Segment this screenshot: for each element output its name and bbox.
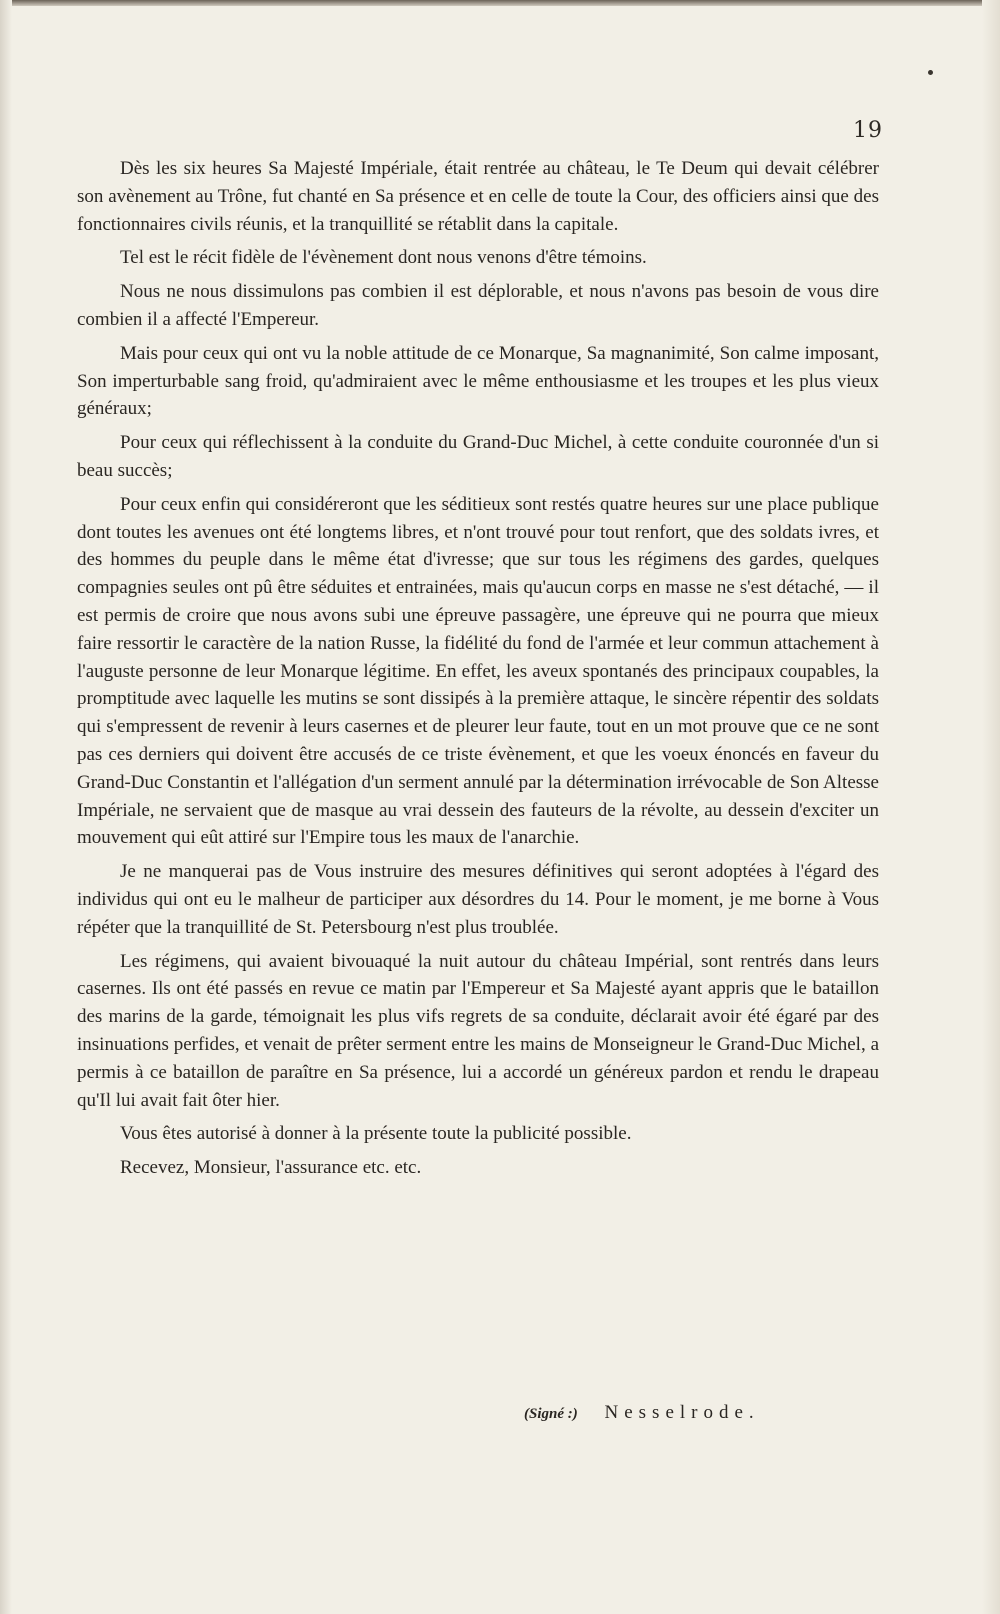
- signature-name: Nesselrode.: [604, 1402, 760, 1423]
- paragraph: Vous êtes autorisé à donner à la présente toute la publicité possible.: [120, 1123, 632, 1145]
- page-right-edge: [982, 0, 1000, 1614]
- page-number: 19: [853, 118, 883, 143]
- paragraph: Je ne manquerai pas de Vous instruire des mesures définitives qui seront adoptées à l'égard des individus qui ont eu le malheur de participer aux désordres du 14. Pour le moment, je me borne à Vous répéter que la tranquillité de St. Petersbourg n'est plus troublée.: [77, 861, 879, 938]
- paragraph: Pour ceux qui réflechissent à la conduite du Grand-Duc Michel, à cette conduite couronnée d'un si beau succès;: [77, 432, 879, 481]
- ink-speck: [928, 70, 933, 75]
- signature-line: [524, 1402, 824, 1424]
- letter-body: [77, 155, 879, 1188]
- paragraph: Recevez, Monsieur, l'assurance etc. etc.: [120, 1157, 422, 1179]
- signature-label: (Signé :): [524, 1406, 578, 1422]
- page-left-edge: [0, 0, 12, 1614]
- paragraph: Les régimens, qui avaient bivouaqué la nuit autour du château Impérial, sont rentrés dans leurs casernes. Ils ont été passés en revue ce matin par l'Empereur et Sa Majesté ayant appris que le bataillon des marins de la garde, témoignait les plus vifs regrets de sa conduite, déclarait avoir été égaré par des insinuations perfides, et venait de prêter serment entre les mains de Monseigneur le Grand-Duc Michel, a permis à ce bataillon de paraître en Sa présence, lui a accordé un généreux pardon et rendu le drapeau qu'Il lui avait fait ôter hier.: [77, 950, 879, 1111]
- paragraph: Pour ceux enfin qui considéreront que les séditieux sont restés quatre heures sur une place publique dont toutes les avenues ont été longtems libres, et n'ont trouvé pour tout renfort, que des soldats ivres, et des hommes du peuple dans le même état d'ivresse; que sur tous les régimens des gardes, quelques compagnies seules ont pû être séduites et entrainées, mais qu'aucun corps en masse ne s'est détaché, — il est permis de croire que nous avons subi une épreuve passagère, une épreuve qui ne pourra que mieux faire ressortir le caractère de la nation Russe, la fidélité du fond de l'armée et leur commun attachement à l'auguste personne de leur Monarque légitime. En effet, les aveux spontanés des principaux coupables, la promptitude avec laquelle les mutins se sont dissipés à la première attaque, le sincère répentir des soldats qui s'empressent de revenir à leurs casernes et de pleurer leur faute, tout en un mot prouve que ce ne sont pas ces derniers qui doivent être accusés de ce triste évènement, et que les voeux énoncés en faveur du Grand-Duc Constantin et l'allégation d'un serment annulé par la détermination irrévocable de Son Altesse Impériale, ne servaient que de masque au vrai dessein des fauteurs de la révolte, au dessein d'exciter un mouvement qui eût attiré sur l'Empire tous les maux de l'anarchie.: [77, 493, 879, 849]
- page-top-edge: [0, 0, 1000, 6]
- paragraph: Dès les six heures Sa Majesté Impériale, était rentrée au château, le Te Deum qui devait célébrer son avènement au Trône, fut chanté en Sa présence et en celle de toute la Cour, des officiers ainsi que des fonctionnaires civils réunis, et la tranquillité se rétablit dans la capitale.: [77, 158, 879, 235]
- paragraph: Nous ne nous dissimulons pas combien il est déplorable, et nous n'avons pas besoin de vous dire combien il a affecté l'Empereur.: [77, 281, 879, 330]
- paragraph: Mais pour ceux qui ont vu la noble attitude de ce Monarque, Sa magnanimité, Son calme imposant, Son imperturbable sang froid, qu'admiraient avec le même enthousiasme et les troupes et les plus vieux généraux;: [77, 342, 879, 420]
- paragraph: Tel est le récit fidèle de l'évènement dont nous venons d'être témoins.: [120, 247, 647, 269]
